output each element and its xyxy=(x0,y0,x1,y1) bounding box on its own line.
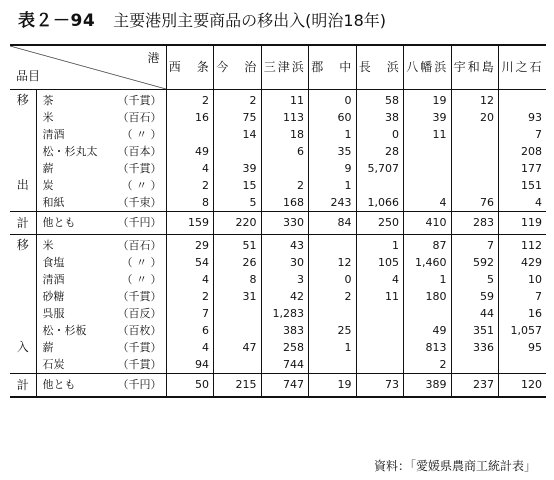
value-cell: 4 xyxy=(499,194,547,212)
section-side-label: 出 xyxy=(16,178,29,192)
value-cell: 10 xyxy=(499,271,547,288)
total-value-cell: 250 xyxy=(356,212,404,235)
total-value-cell: 330 xyxy=(261,212,309,235)
value-cell: 12 xyxy=(309,254,357,271)
value-cell: 1,057 xyxy=(499,322,547,339)
value-cell xyxy=(404,143,452,160)
table-row xyxy=(10,254,546,271)
value-cell: 0 xyxy=(309,90,357,110)
item-unit: （千貫） xyxy=(117,94,162,107)
value-cell: 9 xyxy=(309,160,357,177)
source-note: 資料：「愛媛県農商工統計表」 xyxy=(373,459,536,473)
value-cell: 93 xyxy=(499,109,547,126)
section-side-label: 入 xyxy=(16,340,29,354)
value-cell xyxy=(404,177,452,194)
value-cell xyxy=(451,356,499,374)
value-cell: 44 xyxy=(451,305,499,322)
item-unit: （百石） xyxy=(117,111,162,124)
value-cell: 15 xyxy=(214,177,262,194)
value-cell: 1 xyxy=(309,177,357,194)
item-cell xyxy=(36,288,166,305)
item-cell xyxy=(36,143,166,160)
port-header: 長 浜 xyxy=(356,45,404,90)
item-cell xyxy=(36,235,166,255)
total-unit: （千円） xyxy=(117,216,162,229)
value-cell: 35 xyxy=(309,143,357,160)
total-value-cell: 237 xyxy=(451,374,499,398)
section-side-cell xyxy=(10,254,36,271)
value-cell: 7 xyxy=(499,126,547,143)
port-header: 三津浜 xyxy=(261,45,309,90)
total-name: 他とも xyxy=(42,378,76,391)
item-unit: （百本） xyxy=(117,145,162,158)
item-unit: （ 〃 ） xyxy=(121,273,162,286)
value-cell xyxy=(356,322,404,339)
item-cell xyxy=(36,194,166,212)
value-cell: 4 xyxy=(404,194,452,212)
value-cell: 59 xyxy=(451,288,499,305)
table-number: 表２－94 xyxy=(18,11,96,31)
value-cell: 4 xyxy=(356,271,404,288)
total-value-cell: 119 xyxy=(499,212,547,235)
value-cell: 6 xyxy=(166,322,214,339)
value-cell xyxy=(451,126,499,143)
value-cell: 1,283 xyxy=(261,305,309,322)
value-cell: 28 xyxy=(356,143,404,160)
value-cell: 75 xyxy=(214,109,262,126)
value-cell: 25 xyxy=(309,322,357,339)
value-cell: 49 xyxy=(404,322,452,339)
value-cell: 43 xyxy=(261,235,309,255)
item-unit: （百反） xyxy=(117,307,162,320)
item-cell xyxy=(36,322,166,339)
value-cell: 2 xyxy=(261,177,309,194)
value-cell: 60 xyxy=(309,109,357,126)
value-cell: 3 xyxy=(261,271,309,288)
value-cell: 592 xyxy=(451,254,499,271)
section-side-cell xyxy=(10,356,36,374)
item-unit: （千束） xyxy=(117,196,162,209)
item-cell xyxy=(36,254,166,271)
value-cell xyxy=(309,356,357,374)
item-cell xyxy=(36,126,166,143)
value-cell xyxy=(309,235,357,255)
table-row xyxy=(10,235,546,255)
value-cell xyxy=(499,90,547,110)
value-cell: 4 xyxy=(166,339,214,356)
total-unit: （千円） xyxy=(117,378,162,391)
table-row xyxy=(10,143,546,160)
value-cell: 180 xyxy=(404,288,452,305)
value-cell: 1 xyxy=(404,271,452,288)
item-unit: （ 〃 ） xyxy=(121,256,162,269)
item-name: 食塩 xyxy=(42,256,65,269)
value-cell: 26 xyxy=(214,254,262,271)
port-header: 西 条 xyxy=(166,45,214,90)
table-row xyxy=(10,177,546,194)
header-corner xyxy=(10,45,166,90)
value-cell: 2 xyxy=(309,288,357,305)
value-cell xyxy=(356,356,404,374)
total-value-cell: 120 xyxy=(499,374,547,398)
item-unit: （ 〃 ） xyxy=(121,179,162,192)
section-side-cell xyxy=(10,322,36,339)
table-title xyxy=(18,8,538,34)
table-row xyxy=(10,356,546,374)
table-row xyxy=(10,160,546,177)
value-cell: 31 xyxy=(214,288,262,305)
value-cell: 0 xyxy=(309,271,357,288)
value-cell: 47 xyxy=(214,339,262,356)
item-name: 薪 xyxy=(42,162,54,175)
value-cell: 2 xyxy=(166,90,214,110)
value-cell xyxy=(451,143,499,160)
value-cell xyxy=(166,126,214,143)
value-cell xyxy=(404,305,452,322)
value-cell: 5 xyxy=(451,271,499,288)
table-row xyxy=(10,288,546,305)
header-row xyxy=(10,45,546,90)
value-cell: 113 xyxy=(261,109,309,126)
value-cell: 336 xyxy=(451,339,499,356)
value-cell: 7 xyxy=(499,288,547,305)
item-name: 薪 xyxy=(42,341,54,354)
item-cell xyxy=(36,90,166,110)
value-cell: 29 xyxy=(166,235,214,255)
total-row xyxy=(10,374,546,398)
value-cell: 8 xyxy=(166,194,214,212)
section-side-cell xyxy=(10,126,36,143)
value-cell: 258 xyxy=(261,339,309,356)
value-cell: 1,460 xyxy=(404,254,452,271)
section-side-cell xyxy=(10,109,36,126)
item-name: 呉服 xyxy=(42,307,65,320)
value-cell xyxy=(499,356,547,374)
corner-port-label: 港 xyxy=(147,51,160,65)
port-header: 八幡浜 xyxy=(404,45,452,90)
item-name: 松・杉丸太 xyxy=(42,145,98,158)
value-cell: 11 xyxy=(356,288,404,305)
table-row xyxy=(10,109,546,126)
value-cell: 6 xyxy=(261,143,309,160)
table-row xyxy=(10,271,546,288)
value-cell: 42 xyxy=(261,288,309,305)
item-cell xyxy=(36,305,166,322)
total-value-cell: 283 xyxy=(451,212,499,235)
item-cell xyxy=(36,160,166,177)
value-cell xyxy=(356,305,404,322)
table-row xyxy=(10,339,546,356)
value-cell: 351 xyxy=(451,322,499,339)
value-cell: 94 xyxy=(166,356,214,374)
trade-table xyxy=(10,44,546,398)
value-cell: 112 xyxy=(499,235,547,255)
item-name: 炭 xyxy=(42,179,54,192)
total-value-cell: 220 xyxy=(214,212,262,235)
total-side-label: 計 xyxy=(16,378,29,392)
item-cell xyxy=(36,339,166,356)
section-side-cell xyxy=(10,305,36,322)
total-value-cell: 747 xyxy=(261,374,309,398)
value-cell: 4 xyxy=(166,271,214,288)
value-cell: 11 xyxy=(261,90,309,110)
value-cell xyxy=(309,305,357,322)
port-header: 川之石 xyxy=(499,45,547,90)
table-row xyxy=(10,90,546,110)
section-side-cell xyxy=(10,271,36,288)
item-name: 米 xyxy=(42,239,54,252)
value-cell: 18 xyxy=(261,126,309,143)
value-cell: 87 xyxy=(404,235,452,255)
value-cell: 208 xyxy=(499,143,547,160)
table-row xyxy=(10,305,546,322)
total-value-cell: 410 xyxy=(404,212,452,235)
total-value-cell: 50 xyxy=(166,374,214,398)
value-cell: 12 xyxy=(451,90,499,110)
value-cell: 14 xyxy=(214,126,262,143)
value-cell: 16 xyxy=(499,305,547,322)
total-value-cell: 19 xyxy=(309,374,357,398)
item-name: 清酒 xyxy=(42,273,65,286)
item-name: 茶 xyxy=(42,94,54,107)
value-cell: 11 xyxy=(404,126,452,143)
table-row xyxy=(10,194,546,212)
value-cell: 7 xyxy=(166,305,214,322)
value-cell: 1 xyxy=(309,126,357,143)
port-header: 郡 中 xyxy=(309,45,357,90)
value-cell: 2 xyxy=(166,288,214,305)
section-side-label: 移 xyxy=(16,93,29,107)
value-cell: 5,707 xyxy=(356,160,404,177)
value-cell xyxy=(214,356,262,374)
value-cell: 177 xyxy=(499,160,547,177)
total-item-cell xyxy=(36,374,166,398)
item-cell xyxy=(36,271,166,288)
item-cell xyxy=(36,177,166,194)
item-unit: （千貫） xyxy=(117,162,162,175)
value-cell: 38 xyxy=(356,109,404,126)
value-cell: 76 xyxy=(451,194,499,212)
item-cell xyxy=(36,356,166,374)
item-unit: （千貫） xyxy=(117,290,162,303)
total-name: 他とも xyxy=(42,216,76,229)
total-value-cell: 73 xyxy=(356,374,404,398)
value-cell: 39 xyxy=(404,109,452,126)
value-cell xyxy=(214,322,262,339)
value-cell: 151 xyxy=(499,177,547,194)
value-cell: 1,066 xyxy=(356,194,404,212)
total-side-label: 計 xyxy=(10,212,36,235)
value-cell xyxy=(261,160,309,177)
value-cell xyxy=(214,305,262,322)
section-side-cell xyxy=(10,194,36,212)
value-cell: 58 xyxy=(356,90,404,110)
value-cell: 39 xyxy=(214,160,262,177)
value-cell xyxy=(214,143,262,160)
item-name: 松・杉板 xyxy=(42,324,87,337)
value-cell: 2 xyxy=(166,177,214,194)
item-unit: （ 〃 ） xyxy=(121,128,162,141)
item-name: 砂糖 xyxy=(42,290,65,303)
total-value-cell: 215 xyxy=(214,374,262,398)
value-cell: 16 xyxy=(166,109,214,126)
port-header: 今 治 xyxy=(214,45,262,90)
value-cell: 8 xyxy=(214,271,262,288)
value-cell: 105 xyxy=(356,254,404,271)
section-side-cell xyxy=(10,143,36,160)
item-name: 清酒 xyxy=(42,128,65,141)
value-cell: 95 xyxy=(499,339,547,356)
corner-item-label: 品目 xyxy=(16,69,41,83)
value-cell: 4 xyxy=(166,160,214,177)
total-value-cell: 389 xyxy=(404,374,452,398)
value-cell xyxy=(356,177,404,194)
value-cell: 2 xyxy=(214,90,262,110)
total-item-cell xyxy=(36,212,166,235)
value-cell: 51 xyxy=(214,235,262,255)
item-name: 石炭 xyxy=(42,358,65,371)
value-cell xyxy=(356,339,404,356)
value-cell: 243 xyxy=(309,194,357,212)
table-row xyxy=(10,126,546,143)
value-cell: 383 xyxy=(261,322,309,339)
value-cell: 429 xyxy=(499,254,547,271)
item-unit: （千貫） xyxy=(117,358,162,371)
value-cell: 30 xyxy=(261,254,309,271)
section-side-label: 移 xyxy=(16,238,29,252)
value-cell xyxy=(451,177,499,194)
value-cell: 2 xyxy=(404,356,452,374)
item-cell xyxy=(36,109,166,126)
item-unit: （百枚） xyxy=(117,324,162,337)
value-cell: 20 xyxy=(451,109,499,126)
value-cell: 7 xyxy=(451,235,499,255)
item-name: 和紙 xyxy=(42,196,65,209)
item-unit: （百石） xyxy=(117,239,162,252)
section-side-cell xyxy=(10,288,36,305)
port-header: 宇和島 xyxy=(451,45,499,90)
value-cell: 1 xyxy=(356,235,404,255)
item-name: 米 xyxy=(42,111,54,124)
section-side-cell xyxy=(10,160,36,177)
value-cell: 1 xyxy=(309,339,357,356)
total-value-cell: 159 xyxy=(166,212,214,235)
value-cell: 49 xyxy=(166,143,214,160)
value-cell xyxy=(404,160,452,177)
total-value-cell: 84 xyxy=(309,212,357,235)
value-cell xyxy=(451,160,499,177)
item-unit: （千貫） xyxy=(117,341,162,354)
value-cell: 5 xyxy=(214,194,262,212)
value-cell: 168 xyxy=(261,194,309,212)
table-caption: 主要港別主要商品の移出入(明治18年) xyxy=(113,11,387,30)
value-cell: 54 xyxy=(166,254,214,271)
value-cell: 813 xyxy=(404,339,452,356)
value-cell: 19 xyxy=(404,90,452,110)
total-row xyxy=(10,212,546,235)
value-cell: 0 xyxy=(356,126,404,143)
table-row xyxy=(10,322,546,339)
value-cell: 744 xyxy=(261,356,309,374)
